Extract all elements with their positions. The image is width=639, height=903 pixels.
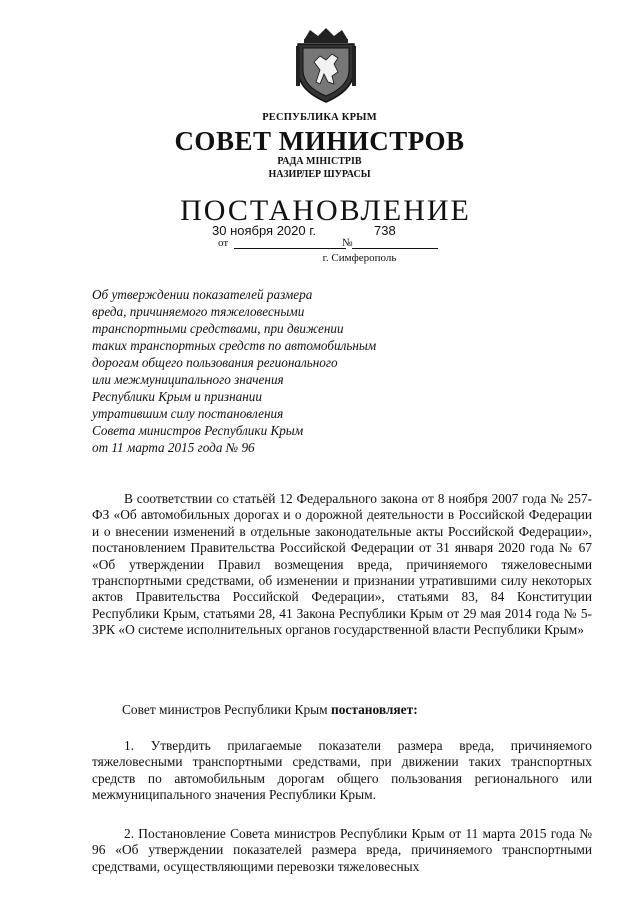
resolution-clause xyxy=(92,702,592,718)
resolution-prefix: Совет министров Республики Крым xyxy=(122,702,328,717)
council-title: СОВЕТ МИНИСТРОВ xyxy=(174,126,465,156)
number-label: № xyxy=(342,237,353,249)
subject-line: вреда, причиняемого тяжеловесными xyxy=(92,304,305,319)
council-title-ukrainian: РАДА МІНІСТРІВ xyxy=(277,156,362,167)
subject-line: таких транспортных средств по автомобильным xyxy=(92,338,377,353)
from-label: от xyxy=(218,237,229,249)
city: г. Симферополь xyxy=(322,252,397,264)
subject-line: дорогам общего пользования регионального xyxy=(92,355,338,370)
decree-date-number-line xyxy=(186,223,436,249)
clause-1 xyxy=(92,738,592,804)
subject-line: от 11 марта 2015 года № 96 xyxy=(92,440,255,455)
clause-2-text: 2. Постановление Совета министров Республики Крым от 11 марта 2015 года № 96 «Об утверждении показателей размера вреда, причиняемого транспортными средствами, осуществляющими перевозки тяжеловесных xyxy=(92,826,592,874)
decree-date: 30 ноября 2020 г. xyxy=(212,223,316,238)
subject-line: транспортными средствами, при движении xyxy=(92,321,344,336)
subject-line: Республики Крым и признании xyxy=(92,389,262,404)
coat-of-arms-icon xyxy=(290,26,362,104)
preamble-paragraph xyxy=(92,491,592,639)
clause-1-text: 1. Утвердить прилагаемые показатели размера вреда, причиняемого тяжеловесными транспортными средствами, при движении таких транспортных средств по автомобильным дорогам общего пользования регионального или межмуниципального значения Республики Крым. xyxy=(92,738,592,803)
preamble-text: В соответствии со статьёй 12 Федерального закона от 8 ноября 2007 года № 257-ФЗ «Об автомобильных дорогах и о дорожной деятельности в Российской Федерации и о внесении изменений в отдельные законодательные акты Российской Федерации», постановлением Правительства Российской Федерации от 31 января 2020 года № 67 «Об утверждении Правил возмещения вреда, причиняемого тяжеловесными транспортными средствами, об изменении и признании утратившими силу некоторых актов Правительства Российской Федерации», статьями 83, 84 Конституции Республики Крым, статьями 28, 41 Закона Республики Крым от 29 мая 2014 года № 5-ЗРК «О системе исполнительных органов государственной власти Республики Крым» xyxy=(92,491,592,638)
decree-number: 738 xyxy=(374,223,396,238)
subject-line: или межмуниципального значения xyxy=(92,372,284,387)
subject-line: Об утверждении показателей размера xyxy=(92,287,313,302)
council-title-crimean-tatar: НАЗИРЛЕР ШУРАСЫ xyxy=(268,169,371,180)
subject-line: утратившим силу постановления xyxy=(92,406,284,421)
clause-2 xyxy=(92,826,592,875)
decree-subject xyxy=(92,286,452,456)
subject-line: Совета министров Республики Крым xyxy=(92,423,304,438)
resolution-verb: постановляет: xyxy=(331,702,418,717)
document-type-title: ПОСТАНОВЛЕНИЕ xyxy=(180,194,471,227)
republic-name: РЕСПУБЛИКА КРЫМ xyxy=(262,112,377,123)
